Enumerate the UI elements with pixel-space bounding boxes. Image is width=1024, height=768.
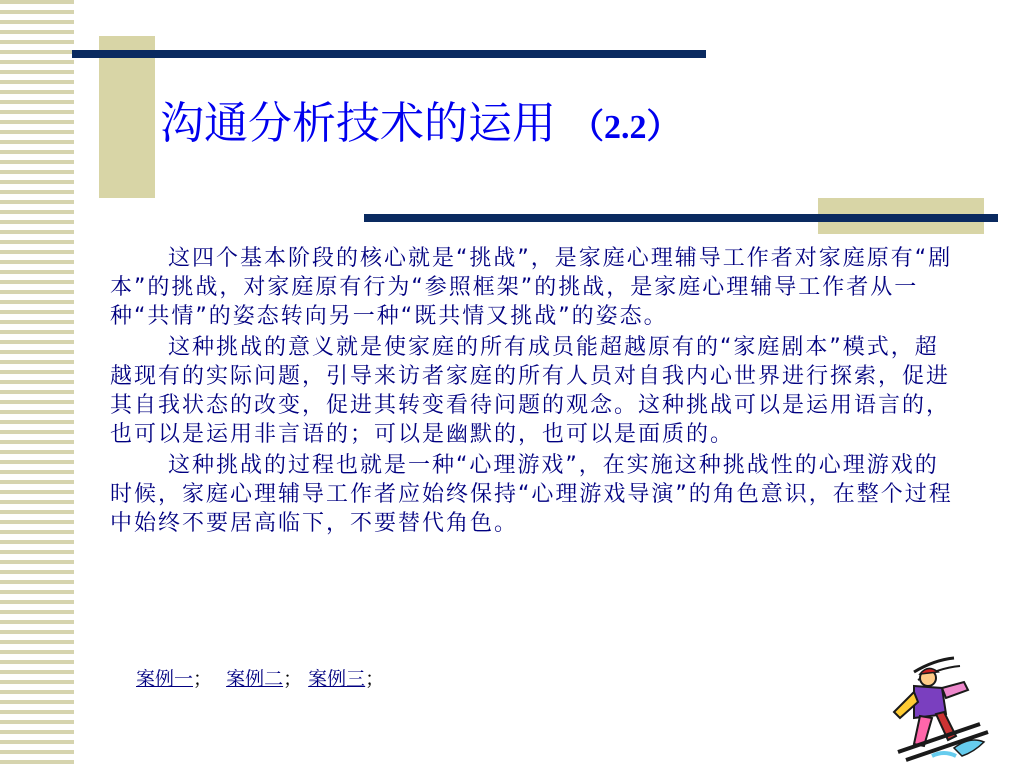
- case-links: [136, 664, 384, 691]
- decorative-bar-bottom: [364, 214, 998, 222]
- case-link-3[interactable]: 案例三: [308, 668, 366, 690]
- title-number: （2.2）: [570, 109, 681, 146]
- case-link-2[interactable]: 案例二: [226, 668, 284, 690]
- decorative-bar-top: [72, 50, 706, 58]
- skier-clipart-icon: [884, 652, 994, 764]
- paragraph-1: 这四个基本阶段的核心就是“挑战”，是家庭心理辅导工作者对家庭原有“剧本”的挑战，对家庭原有行为“参照框架”的挑战，是家庭心理辅导工作者从一种“共情”的姿态转向另一种“既共情又挑战”的姿态。: [110, 246, 953, 329]
- paragraph-2: 这种挑战的意义就是使家庭的所有成员能超越原有的“家庭剧本”模式，超越现有的实际问题，引导来访者家庭的所有人员对自我内心世界进行探索，促进其自我状态的改变，促进其转变看待问题的观念。这种挑战可以是运用语言的，也可以是运用非言语的；可以是幽默的，也可以是面质的。: [110, 335, 951, 447]
- decorative-stripes: [0, 0, 74, 768]
- case-link-1[interactable]: 案例一: [136, 668, 194, 690]
- decorative-tan-block: [99, 36, 155, 198]
- case-link-separator: ；: [365, 668, 385, 690]
- case-link-separator: ；: [283, 668, 303, 690]
- paragraph-3: 这种挑战的过程也就是一种“心理游戏”，在实施这种挑战性的心理游戏的时候，家庭心理辅导工作者应始终保持“心理游戏导演”的角色意识，在整个过程中始终不要居高临下，不要替代角色。: [110, 453, 953, 536]
- slide-body: [110, 244, 960, 540]
- slide-title: [160, 100, 681, 148]
- case-link-separator: ；: [193, 668, 213, 690]
- title-text: 沟通分析技术的运用: [160, 98, 556, 149]
